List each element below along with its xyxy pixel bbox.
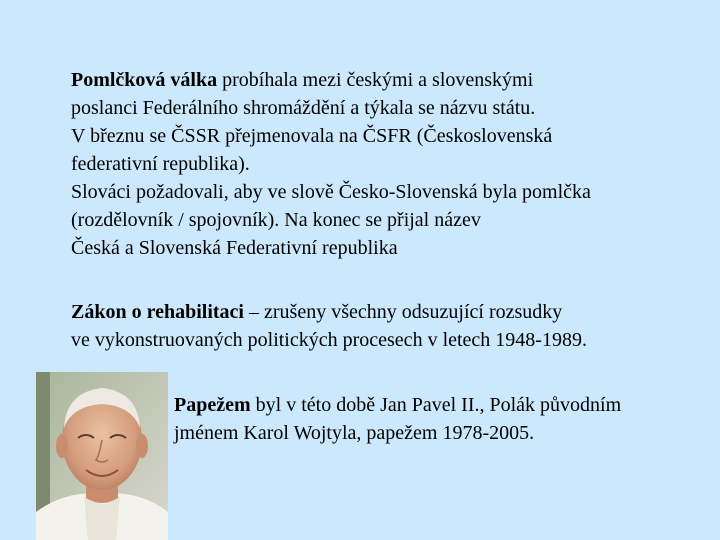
pope-portrait-photo [36, 372, 168, 540]
text-line [71, 298, 587, 326]
text-line [71, 66, 591, 94]
text-line: poslanci Federálního shromáždění a týkala se názvu státu. [71, 97, 536, 119]
text-fragment: byl v této době Jan Pavel II., Polák původním [250, 394, 622, 416]
paragraph-hyphen-war [71, 66, 591, 262]
text-line: federativní republika). [71, 153, 250, 175]
paragraph-pope [174, 391, 621, 447]
text-fragment: – zrušeny všechny odsuzující rozsudky [244, 301, 563, 323]
text-line: jménem Karol Wojtyla, papežem 1978-2005. [174, 422, 535, 444]
text-line: Slováci požadovali, aby ve slově Česko-Slovenská byla pomlčka [71, 181, 591, 203]
portrait-image [36, 372, 168, 540]
term-pope: Papežem [174, 394, 251, 416]
text-fragment: probíhala mezi českými a slovenskými [217, 69, 534, 91]
text-line [174, 391, 621, 419]
term-rehabilitation-law: Zákon o rehabilitaci [71, 301, 244, 323]
text-line: Česká a Slovenská Federativní republika [71, 237, 398, 259]
term-hyphen-war: Pomlčková válka [71, 69, 218, 91]
text-line: V březnu se ČSSR přejmenovala na ČSFR (Československá [71, 125, 553, 147]
text-line: (rozdělovník / spojovník). Na konec se přijal název [71, 209, 481, 231]
text-line: ve vykonstruovaných politických procesech v letech 1948-1989. [71, 329, 587, 351]
paragraph-rehabilitation-law [71, 298, 587, 354]
